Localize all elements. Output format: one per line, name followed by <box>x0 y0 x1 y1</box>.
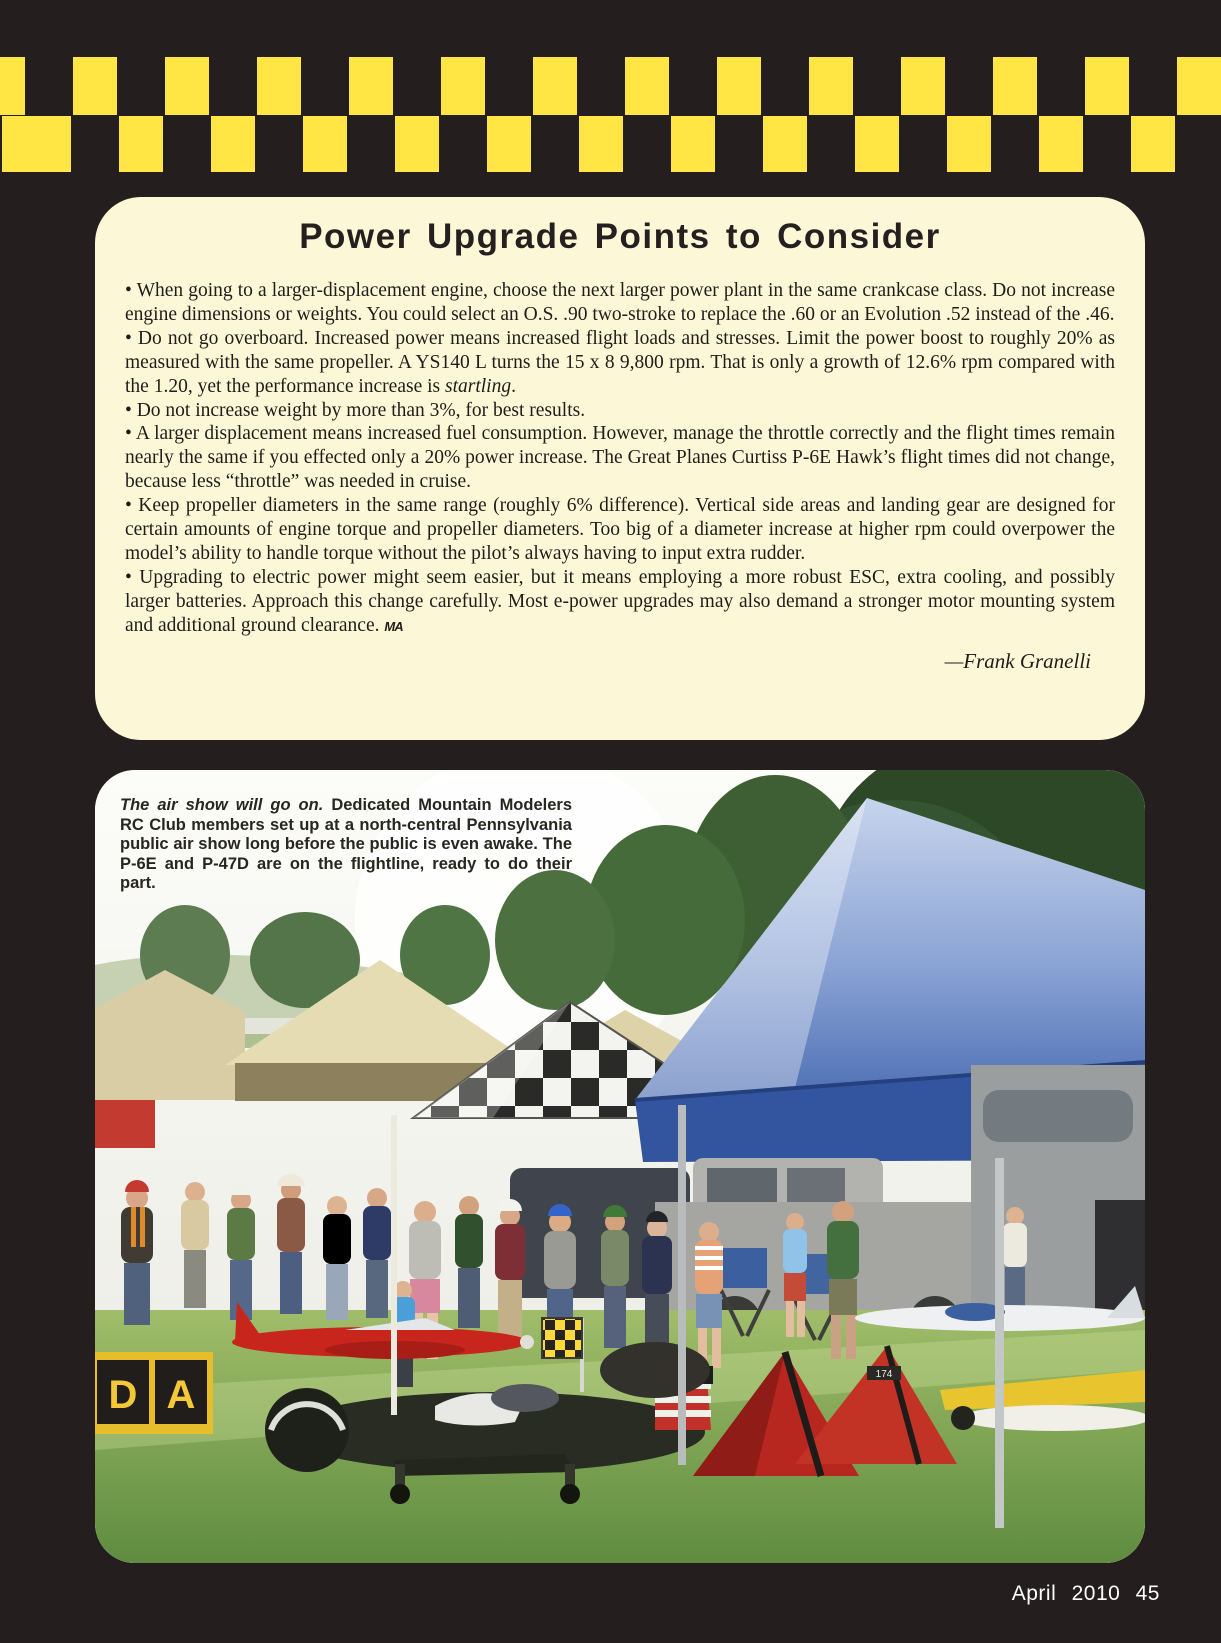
panel-body <box>125 279 1115 674</box>
page-footer: April 2010 45 <box>1011 1582 1160 1605</box>
sign-letter-d: D <box>108 1373 138 1417</box>
flightline-sign <box>95 1352 213 1434</box>
bullet-6: • Upgrading to electric power might seem easier, but it means employing a more robust ESC, extra cooling, and possibly larger batteries. Approach this change carefully. Most e-power upgrades may also demand a stronger motor mounting system and additional ground clearance. MA <box>125 566 1115 636</box>
bullet-5: • Keep propeller diameters in the same range (roughly 6% difference). Vertical side areas and landing gear are designed for certain amounts of engine torque and propeller diameters. Too big of a diameter increase at higher rpm could overpower the model’s ability to handle torque without the pilot’s always having to input extra rudder. <box>125 495 1115 564</box>
author-attribution: —Frank Granelli <box>944 648 1091 673</box>
sign-letter-a: A <box>166 1373 196 1417</box>
power-upgrade-panel <box>95 197 1145 740</box>
bullet-2: • Do not go overboard. Increased power means increased flight loads and stresses. Limit the power boost to roughly 20% as measured with the same propeller. A YS140 L turns the 15 x 8 9,800 rpm. That is only a growth of 12.6% rpm compared with the 1.20, yet the performance increase is startling. <box>125 327 1115 397</box>
bullet-4: • A larger displacement means increased fuel consumption. However, manage the throttle correctly and the flight times remain nearly the same if you effected only a 20% power increase. The Great Planes Curtiss P-6E Hawk’s flight times did not change, because less “throttle” was needed in cruise. <box>125 423 1115 493</box>
ma-end-mark: MA <box>384 618 403 634</box>
caption-lead: The air show will go on. <box>120 796 324 814</box>
caption-rest: Dedicated Mountain Modelers RC Club members set up at a north-central Pennsylvania public air show long before the public is even awake. The P-6E and P-47D are on the flightline, ready to do their part. <box>120 796 573 893</box>
checker-border-row-bottom <box>0 116 1221 172</box>
bag-number: 174 <box>875 1369 893 1380</box>
event-photo <box>95 770 1145 1563</box>
bullet-1: • When going to a larger-displacement engine, choose the next larger power plant in the same crankcase class. Do not increase engine dimensions or weights. You could select an O.S. .90 two-stroke to replace the .60 or an Evolution .52 instead of the .46. <box>125 280 1115 325</box>
checker-border-row-top <box>0 57 1221 115</box>
panel-title: Power Upgrade Points to Consider <box>299 217 941 256</box>
bullet-3: • Do not increase weight by more than 3%, for best results. <box>125 399 586 421</box>
photo-caption <box>120 796 572 894</box>
